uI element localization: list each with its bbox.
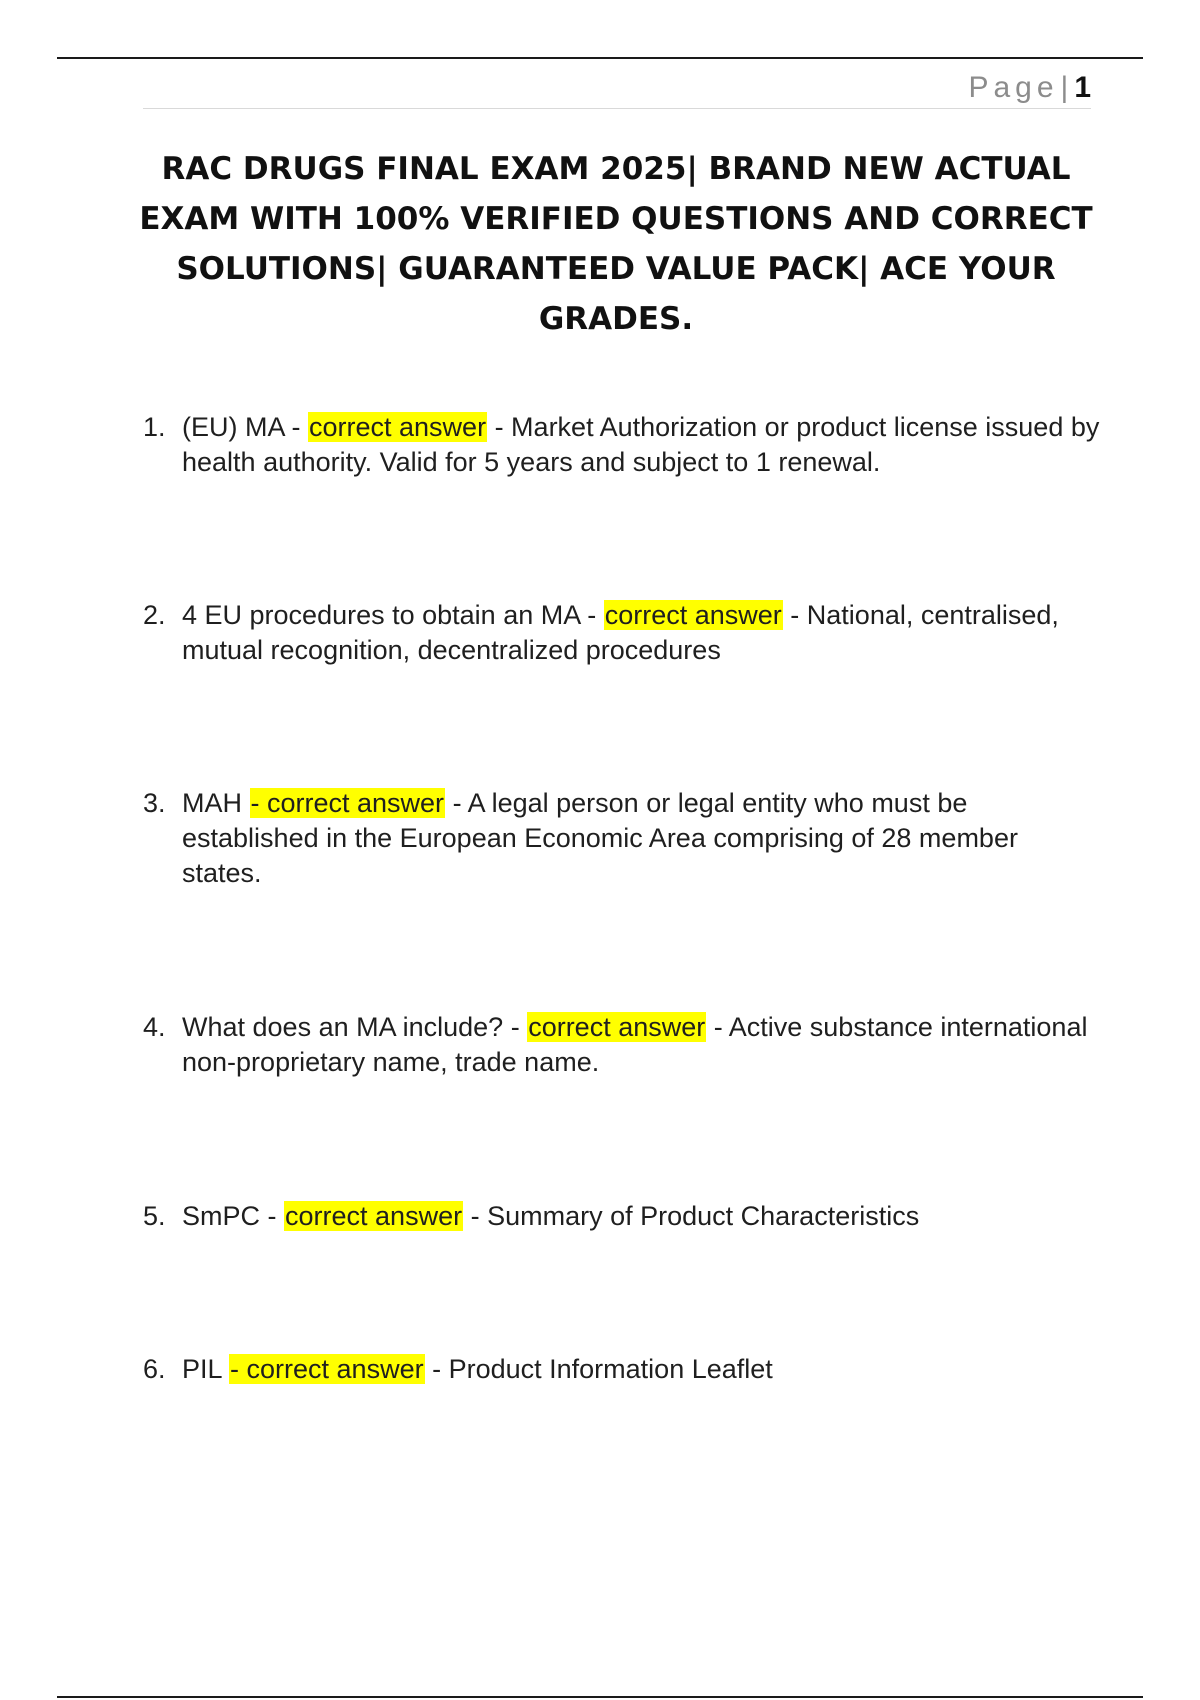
qa-item-2 <box>143 598 1103 668</box>
qa-item-4 <box>143 1010 1103 1080</box>
qa-text <box>182 1010 1103 1080</box>
qa-number: 2. <box>143 600 166 630</box>
qa-definition: - Summary of Product Characteristics <box>463 1201 920 1231</box>
answer-highlight: correct answer <box>604 600 782 630</box>
qa-term: PIL <box>182 1354 230 1384</box>
qa-item-3 <box>143 786 1103 891</box>
page-separator: | <box>1060 71 1069 104</box>
qa-term: (EU) MA - <box>182 412 308 442</box>
qa-definition: - Active substance international non-proprietary name, trade name. <box>182 1012 1088 1077</box>
qa-term: MAH <box>182 788 250 818</box>
qa-item-5 <box>143 1199 1103 1234</box>
qa-number: 1. <box>143 412 166 442</box>
qa-term: 4 EU procedures to obtain an MA - <box>182 600 604 630</box>
qa-term: What does an MA include? - <box>182 1012 528 1042</box>
qa-item-6 <box>143 1352 1103 1387</box>
qa-number: 6. <box>143 1354 166 1384</box>
answer-highlight: - correct answer <box>230 1354 424 1384</box>
answer-highlight: correct answer <box>285 1201 463 1231</box>
qa-text <box>182 410 1103 480</box>
qa-text <box>182 598 1103 668</box>
qa-definition: - Market Authorization or product license issued by health authority. Valid for 5 years and subject to 1 renewal. <box>182 412 1100 477</box>
qa-text <box>182 1352 1103 1387</box>
top-rule <box>57 57 1143 59</box>
qa-definition: - Product Information Leaflet <box>424 1354 773 1384</box>
qa-number: 3. <box>143 788 166 818</box>
qa-definition: - A legal person or legal entity who must be established in the European Economic Area comprising of 28 member states. <box>182 788 1018 888</box>
page-label: Page <box>968 71 1059 104</box>
page-number: 1 <box>1074 71 1091 104</box>
page-header <box>143 68 1091 109</box>
bottom-rule <box>57 1696 1143 1698</box>
document-title: RAC DRUGS FINAL EXAM 2025| BRAND NEW ACTUAL EXAM WITH 100% VERIFIED QUESTIONS AND CORRECT SOLUTIONS| GUARANTEED VALUE PACK| ACE YOUR GRADES. <box>139 151 1093 337</box>
answer-highlight: - correct answer <box>250 788 445 818</box>
qa-item-1 <box>143 410 1103 480</box>
answer-highlight: correct answer <box>309 412 487 442</box>
qa-term: SmPC - <box>182 1201 285 1231</box>
qa-number: 4. <box>143 1012 166 1042</box>
answer-highlight: correct answer <box>528 1012 706 1042</box>
qa-definition: - National, centralised, mutual recognition, decentralized procedures <box>182 600 1059 665</box>
qa-text <box>182 1199 1103 1234</box>
qa-text <box>182 786 1103 891</box>
qa-number: 5. <box>143 1201 166 1231</box>
